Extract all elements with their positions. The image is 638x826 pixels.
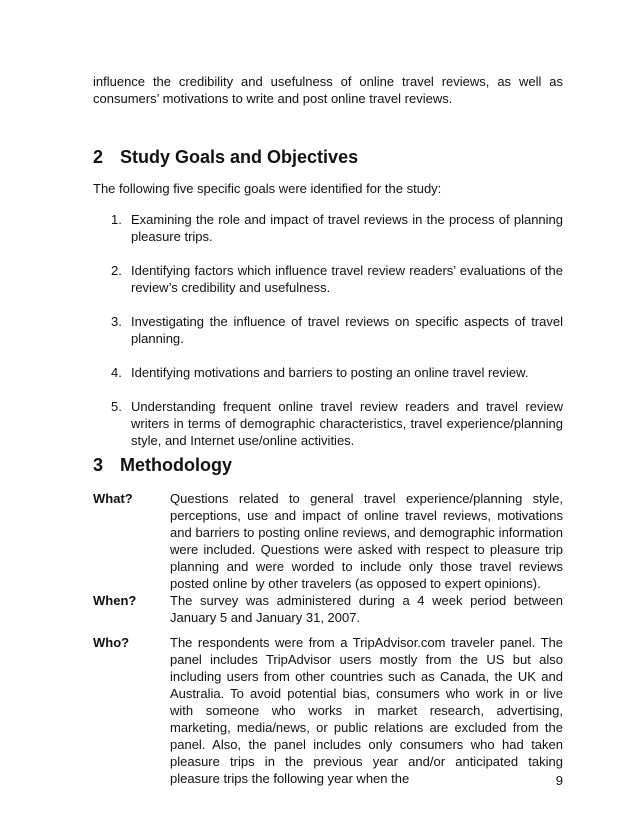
list-item-text: Investigating the influence of travel reviews on specific aspects of travel planning.: [131, 314, 563, 346]
goals-list: [93, 211, 563, 466]
method-description: Questions related to general travel experience/planning style, perceptions, use and impact of online travel reviews, motivations and barriers to posting online reviews, and demographic information were included. Questions were asked with respect to pleasure trip planning and were worded to include only those travel reviews posted online by other travelers (as opposed to expert opinions).: [170, 491, 563, 591]
method-when: [93, 592, 563, 626]
method-description: The survey was administered during a 4 week period between January 5 and January 31, 2007.: [170, 593, 563, 625]
section-2-title: Study Goals and Objectives: [120, 147, 359, 167]
list-item-number: 5.: [111, 399, 122, 414]
list-item: [93, 398, 563, 449]
method-term: What?: [93, 491, 133, 506]
list-item: [93, 313, 563, 347]
list-item-number: 1.: [111, 212, 122, 227]
method-term: Who?: [93, 635, 130, 650]
page-number: 9: [555, 773, 563, 788]
list-item-number: 2.: [111, 263, 122, 278]
section-3-number: 3: [93, 455, 104, 475]
method-who: [93, 634, 563, 787]
list-item: [93, 262, 563, 296]
list-item: [93, 364, 563, 381]
section-3-heading: [93, 454, 232, 476]
list-item-number: 4.: [111, 365, 122, 380]
method-what: [93, 490, 563, 592]
list-item-text: Identifying motivations and barriers to posting an online travel review.: [131, 365, 529, 380]
goals-lead: The following five specific goals were identified for the study:: [93, 181, 442, 196]
list-item: [93, 211, 563, 245]
list-item-number: 3.: [111, 314, 122, 329]
list-item-text: Examining the role and impact of travel reviews in the process of planning pleasure trips.: [131, 212, 563, 244]
section-2-number: 2: [93, 147, 104, 167]
method-term: When?: [93, 593, 137, 608]
list-item-text: Understanding frequent online travel review readers and travel review writers in terms of demographic characteristics, travel experience/planning style, and Internet use/online activities.: [131, 399, 563, 448]
list-item-text: Identifying factors which influence travel review readers’ evaluations of the review’s credibility and usefulness.: [131, 263, 563, 295]
method-description: The respondents were from a TripAdvisor.com traveler panel. The panel includes TripAdvisor users mostly from the US but also including users from other countries such as Canada, the UK and Australia. To avoid potential bias, consumers who work in or live with someone who works in market research, advertising, marketing, media/news, or public relations are excluded from the panel. Also, the panel includes only consumers who had taken pleasure trips in the previous year and/or anticipated taking pleasure trips the following year when the: [170, 635, 563, 786]
section-2-heading: [93, 146, 358, 168]
section-3-title: Methodology: [120, 455, 232, 475]
intro-paragraph: influence the credibility and usefulness of online travel reviews, as well as consumers’ motivations to write and post online travel reviews.: [93, 74, 563, 106]
